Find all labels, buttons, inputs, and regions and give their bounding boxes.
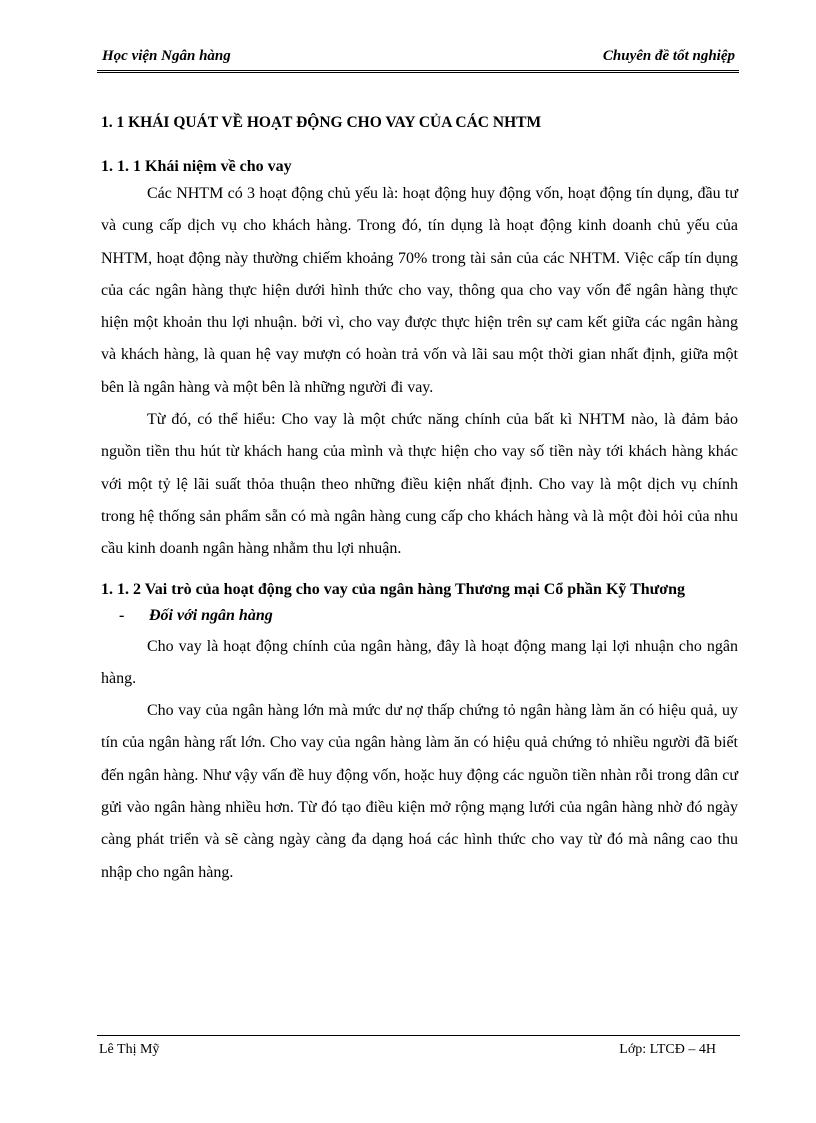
paragraph: Cho vay là hoạt động chính của ngân hàng, đây là hoạt động mang lại lợi nhuận cho ngân hàng. <box>101 637 738 687</box>
subsection-heading-2: 1. 1. 2 Vai trò của hoạt động cho vay của ngân hàng Thương mại Cổ phần Kỹ Thương <box>101 580 686 598</box>
bullet-heading <box>119 601 738 631</box>
subsection-heading-1: 1. 1. 1 Khái niệm về cho vay <box>101 158 292 175</box>
footer-author: Lê Thị Mỹ <box>99 1042 160 1057</box>
bullet-label: Đối với ngân hàng <box>149 606 273 624</box>
paragraph: Cho vay của ngân hàng lớn mà mức dư nợ thấp chứng tỏ ngân hàng làm ăn có hiệu quả, uy tín của ngân hàng rất lớn. Cho vay của ngân hàng làm ăn có hiệu quả chứng tỏ nhiều người đã biết đến ngân hàng. Như vậy vấn đề huy động vốn, hoặc huy động các nguồn tiền nhàn rỗi trong dân cư gửi vào ngân hàng nhiều hơn. Từ đó tạo điều kiện mở rộng mạng lưới của ngân hàng nhờ đó ngày càng phát triển và sẽ càng ngày càng đa dạng hoá các hình thức cho vay từ đó mà nâng cao thu nhập cho ngân hàng. <box>101 702 738 881</box>
section-title: 1. 1 KHÁI QUÁT VỀ HOẠT ĐỘNG CHO VAY CỦA CÁC NHTM <box>101 114 542 131</box>
footer-class: Lớp: LTCĐ – 4H <box>619 1042 716 1057</box>
page-header <box>97 48 739 73</box>
paragraph: Các NHTM có 3 hoạt động chủ yếu là: hoạt động huy động vốn, hoạt động tín dụng, đầu tư và cung cấp dịch vụ cho khách hàng. Trong đó, tín dụng là hoạt động kinh doanh chủ yếu của NHTM, hoạt động này thường chiếm khoảng 70% trong tài sản của các NHTM. Việc cấp tín dụng của các ngân hàng thực hiện dưới hình thức cho vay, thông qua cho vay vốn để ngân hàng thực hiện một khoản thu lợi nhuận. bởi vì, cho vay được thực hiện trên sự cam kết giữa các ngân hàng và khách hàng, là quan hệ vay mượn có hoàn trả vốn và lãi sau một thời gian nhất định, giữa một bên là ngân hàng và một bên là những người đi vay. <box>101 185 738 396</box>
page-footer <box>97 1035 740 1057</box>
page-body <box>101 112 738 889</box>
header-institution: Học viện Ngân hàng <box>102 48 231 64</box>
paragraph: Từ đó, có thể hiểu: Cho vay là một chức năng chính của bất kì NHTM nào, là đảm bảo nguồn tiền thu hút từ khách hang của mình và thực hiện cho vay số tiền này tới khách hàng khác với một tỷ lệ lãi suất thỏa thuận theo những điều kiện nhất định. Cho vay là một dịch vụ chính trong hệ thống sản phẩm sẵn có mà ngân hàng cung cấp cho khách hàng và là một đòi hỏi của nhu cầu kinh doanh ngân hàng nhằm thu lợi nhuận. <box>101 411 738 558</box>
header-document-type: Chuyên đề tốt nghiệp <box>602 48 735 64</box>
bullet-dash: - <box>119 606 125 624</box>
